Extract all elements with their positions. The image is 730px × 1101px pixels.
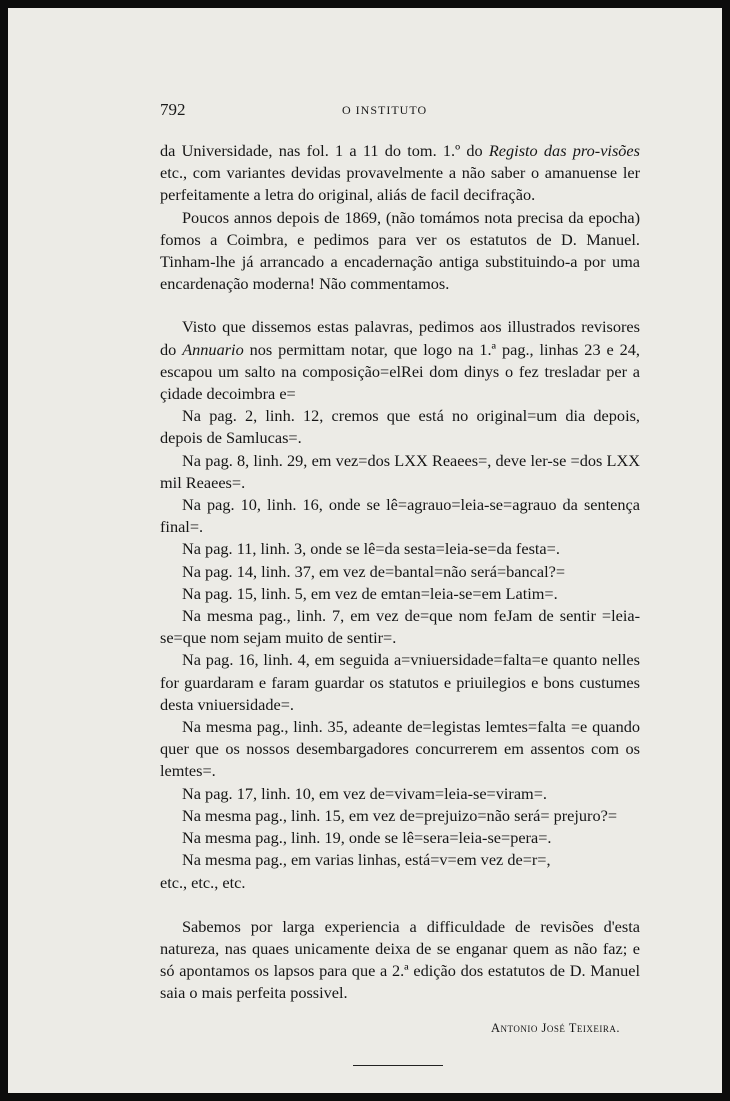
errata-item: Na mesma pag., linh. 19, onde se lê=sera=leia-se=pera=. <box>182 828 552 848</box>
errata-item: Na mesma pag., linh. 35, adeante de=legistas lemtes=falta =e quando quer que os nossos desembargadores concurrerem em assentos com os lemtes=. <box>160 717 640 781</box>
running-title: O INSTITUTO <box>342 103 428 117</box>
author-signature: Antonio José Teixeira. <box>491 1020 620 1035</box>
errata-item: Na pag. 2, linh. 12, cremos que está no original=um dia depois, depois de Samlucas=. <box>160 406 640 448</box>
errata-item: Na pag. 17, linh. 10, em vez de=vivam=leia-se=viram=. <box>182 783 547 803</box>
intro-paragraph-2: Poucos annos depois de 1869, (não tomámos nota precisa da epocha) fomos a Coimbra, e pedimos para ver os estatutos de D. Manuel. Tinham-lhe já arrancado a encadernação antiga substituindo-a por uma encardenação moderna! Não commentamos. <box>160 207 640 294</box>
errata-item: Na pag. 11, linh. 3, onde se lê=da sesta=leia-se=da festa=. <box>182 539 560 559</box>
page-number: 792 <box>160 100 186 119</box>
document-page <box>8 8 722 1093</box>
page-header <box>160 100 640 122</box>
errata-section <box>160 316 640 893</box>
errata-item: Na pag. 16, linh. 4, em seguida a=vniuersidade=falta=e quanto nelles for guardaram e faram guardar os statutos e priuilegios e bons custumes desta vniuersidade=. <box>160 650 640 714</box>
end-rule <box>353 1065 443 1066</box>
errata-lead: Visto que dissemos estas palavras, pedimos aos illustrados revisores do Annuario nos permittam notar, que logo na 1.ª pag., linhas 23 e 24, escapou um salto na composição=elRei dom dinys o fez tresladar per a çidade decoimbra e= <box>160 317 640 404</box>
errata-tail: etc., etc., etc. <box>160 872 246 892</box>
closing-section <box>160 916 640 1005</box>
errata-item: Na mesma pag., em varias linhas, está=v=em vez de=r=, <box>182 850 551 870</box>
intro-section <box>160 140 640 295</box>
errata-item: Na pag. 8, linh. 29, em vez=dos LXX Reaees=, deve ler-se =dos LXX mil Reaees=. <box>160 450 640 492</box>
closing-paragraph: Sabemos por larga experiencia a difficuldade de revisões d'esta natureza, nas quaes unicamente deixa de se enganar quem as não faz; e só apontamos os lapsos para que a 2.ª edição dos estatutos de D. Manuel saia o mais perfeita possivel. <box>160 916 640 1003</box>
body-text <box>160 140 640 1066</box>
intro-paragraph-1: da Universidade, nas fol. 1 a 11 do tom. 1.º do Registo das pro-visões etc., com variantes devidas provavelmente a não saber o amanuense ler perfeitamente a letra do original, aliás de facil decifração. <box>160 141 640 205</box>
errata-item: Na pag. 10, linh. 16, onde se lê=agrauo=leia-se=agrauo da sentença final=. <box>160 495 640 537</box>
errata-item: Na pag. 15, linh. 5, em vez de emtan=leia-se=em Latim=. <box>182 583 558 603</box>
errata-item: Na mesma pag., linh. 7, em vez de=que nom feJam de sentir =leia-se=que nom sejam muito de sentir=. <box>160 606 640 648</box>
errata-item: Na mesma pag., linh. 15, em vez de=prejuizo=não será= prejuro?= <box>182 805 618 825</box>
errata-item: Na pag. 14, linh. 37, em vez de=bantal=não será=bancal?= <box>182 561 566 581</box>
